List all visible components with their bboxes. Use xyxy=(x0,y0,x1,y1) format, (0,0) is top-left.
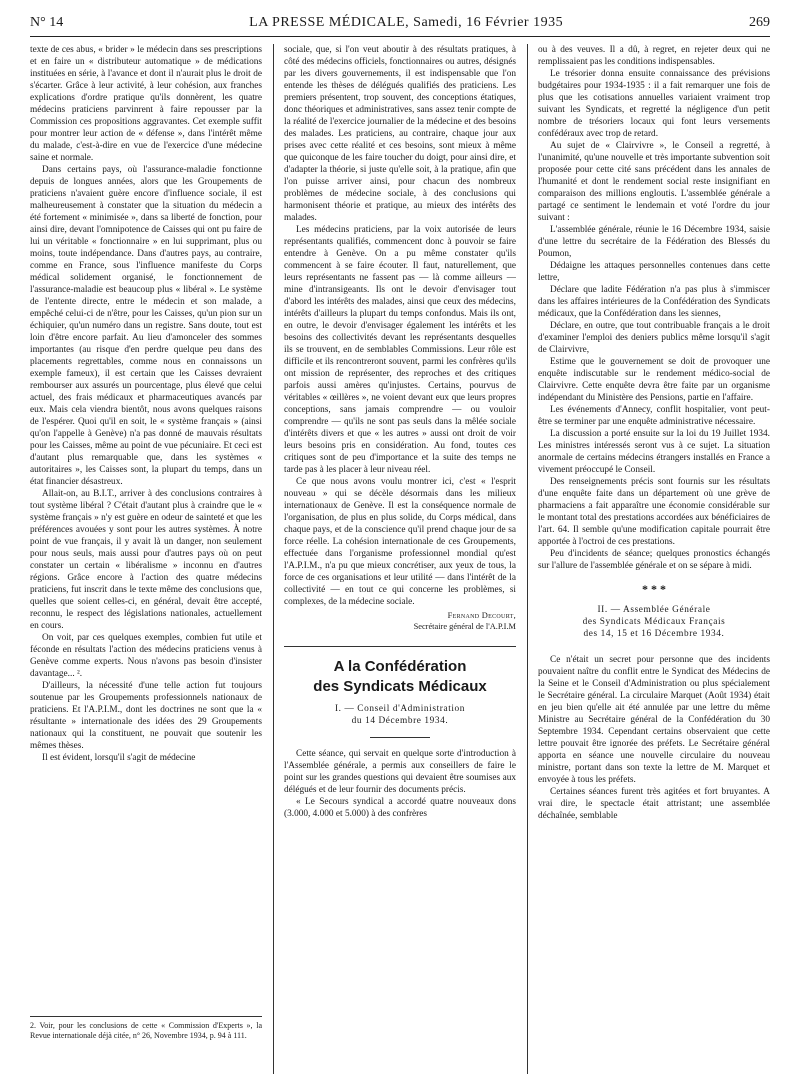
subhead-line-1: I. — Conseil d'Administration xyxy=(334,704,466,714)
paragraph: Ce n'était un secret pour personne que des incidents pouvaient naître du conflit entre le Syndicat des Médecins de la Seine et le Conseil d'Administration ou plus spécialement le Secrétaire général. La circulaire Marquet (Août 1934) était en jeu bien qu'elle ait été annulée par une lettre du même Ministre au Secrétaire général de la Confédération du 30 Septembre 1934. Cependant certains observaient que cette lettre pouvait être ignorée des préfets. Le Secrétaire général apporta en séance une nouvelle circulaire du nouveau ministre, portant dans son texte la lettre de M. Marquet et envoyée à tous les préfets. xyxy=(538,655,770,785)
subhead-line-1: II. — Assemblée Générale xyxy=(597,605,711,615)
subhead-line-2: du 14 Décembre 1934. xyxy=(351,716,449,726)
paragraph: Allait-on, au B.I.T., arriver à des conclusions contraires à tout système libéral ? C'était d'autant plus à craindre que le « système français » n'y est guère en odeur de sainteté et que les préférences avouées y sont pour les autres systèmes. À notre point de vue français, il y avait là un danger, non seulement pour nous seuls, mais aussi pour d'autres pays où on peut constater un certain « libéralisme » inconnu en d'autres régions. Grâce encore à l'action des quatre médecins praticiens, fut inscrit dans le texte même des conclusions que, quelles que soient celles-ci, en général, devait être accepté, reconnu, le respect des législations nationales, actuellement en cours. xyxy=(30,489,262,631)
column-divider-1 xyxy=(273,44,274,1074)
subhead-line-2: des Syndicats Médicaux Français xyxy=(582,617,726,627)
article-title-line-1: A la Confédération xyxy=(333,658,467,675)
newspaper-page xyxy=(30,10,770,1076)
paragraph: Ce que nous avons voulu montrer ici, c'est « l'esprit nouveau » qui se décèle désormais dans les milieux internationaux de Genève. Il est la conséquence normale de l'organisation, de plus en plus solide, du Corps médical, dans chaque pays, et de la conscience qu'il prend chaque jour de sa force réelle. La cohésion internationale de ces Groupements, effectuée dans l'organisme professionnel mondial qu'est l'A.P.I.M., n'a pu que mieux concrétiser, aux yeux de tous, la force de ces organisations et leur utilité — dans l'intérêt de la collectivité — en tout ce qui concerne les problèmes, si complexes, de la médecine sociale. xyxy=(284,477,516,607)
paragraph: Déclare, en outre, que tout contribuable français a le droit d'examiner l'emploi des deniers publics même lorsqu'il s'agit de Clairvivre, xyxy=(538,321,770,355)
paragraph: Cette séance, qui servait en quelque sorte d'introduction à l'Assemblée générale, a permis aux conseillers de faire le point sur les grandes questions qui devaient être soumises aux délégués et de leur fournir des documents précis. xyxy=(284,749,516,795)
paragraph: D'ailleurs, la nécessité d'une telle action fut toujours soutenue par les Groupements professionnels nationaux de praticiens. Et l'A.P.I.M., dont les doctrines ne sont que la « résultante » internationale des idées des 29 Groupements nationaux qui la constituent, ne pouvait que soutenir les mêmes thèses. xyxy=(30,681,262,751)
page-header xyxy=(30,10,770,37)
signature-name: Fernand Decourt, xyxy=(447,611,516,620)
article-title-line-2: des Syndicats Médicaux xyxy=(313,678,487,695)
journal-name: LA PRESSE MÉDICALE, xyxy=(249,15,410,30)
paragraph: Dans certains pays, où l'assurance-maladie fonctionne depuis de longues années, alors que les Groupements de praticiens n'avaient guère encore d'influence sociale, il est malheureusement à constater que la situation du médecin a été fortement « minimisée », dans sa liberté de fonction, pour ainsi dire, devant l'omnipotence de Caisses qui ont pu faire de lui un véritable « fonctionnaire » en lui supprimant, plus ou moins, toute indépendance. Dans d'autres pays, au contraire, comme en France, sous l'influence manifeste du Corps médical solidement organisé, le fonctionnement de l'assurance-maladie est beaucoup plus « libéral ». Le système de l'entente directe, entre le médecin et son malade, a empêché celui-ci de n'être, pour les Caisses, qu'un pion sur un échiquier, qu'un numéro dans un registre. Sans doute, tout est loin d'être encore parfait. Au lieu d'amonceler des sommes importantes (au risque d'en perdre quelque peu dans des placements regrettables, comme nous en connaissons un exemple fameux), il est certain que les Caisses devraient rembourser aux assurés un pourcentage, plus élevé que celui actuel, des frais médicaux et pharmaceutiques avancés par eux. Mais cela viendra bientôt, nous avons quelques raisons de l'espérer. Quoi qu'il en soit, le « système français » (ainsi qu'on l'appelle à Genève) n'a pas donné de mauvais résultats pour les Caisses, même au point de vue pécuniaire. Et ceci est d'autant plus remarquable que, dans les systèmes « autoritaires », les Caisses sont, la plupart du temps, dans un état financier désastreux. xyxy=(30,165,262,487)
short-divider xyxy=(370,737,430,738)
article-subhead xyxy=(284,703,516,727)
paragraph: L'assemblée générale, réunie le 16 Décembre 1934, saisie d'une lettre du secrétaire de la Fédération des Blessés du Poumon, xyxy=(538,225,770,259)
column-3 xyxy=(538,44,770,1074)
paragraph: Les médecins praticiens, par la voix autorisée de leurs représentants qualifiés, commencent donc à pouvoir se faire entendre à Genève. On a pu même constater qu'ils commencent à se faire écouter. Il faut, naturellement, que leurs représentants ne fassent pas — là comme ailleurs — mine d'intransigeants. Ils ont le devoir d'envisager tout d'abord les intérêts des malades, ainsi que ceux des médecins, intérêts d'ailleurs la plupart du temps confondus. Mais ils ont, en outre, le devoir d'envisager également les intérêts et les besoins des collectivités devant les représentants desquelles ils se trouvent, en de semblables Commissions. Leur rôle est difficile et ils rencontreront souvent, parmi les confrères qu'ils ont mission de représenter, des reproches et des critiques parfois aussi amères qu'injustes. Certains, pourvus de véritables « œillères », ne voient devant eux que leurs propres conceptions, sans jamais comprendre — ou vouloir comprendre — qu'ils ne sont pas seuls dans la mêlée sociale d'intérêts divers et que « les autres » aussi ont droit de voir leurs besoins pris en considération. Au fond, toutes ces critiques sont de peu d'importance et la suite des temps ne tarde pas à les placer à leur niveau réel. xyxy=(284,225,516,475)
paragraph: Il est évident, lorsqu'il s'agit de médecine xyxy=(42,753,196,763)
column-2 xyxy=(284,44,516,1074)
paragraph: On voit, par ces quelques exemples, combien fut utile et féconde en résultats l'action des médecins praticiens venus à Genève comme experts. Nous n'avons pas besoin d'insister davantage... ². xyxy=(30,633,262,679)
paragraph: Au sujet de « Clairvivre », le Conseil a regretté, à l'unanimité, qu'une nouvelle et très importante subvention soit proposée pour cette cité sans précédent dans les annales de l'humanité et dont le rendement social reste insignifiant en comparaison des millions engloutis. L'assemblée générale a partagé ce sentiment le lendemain et voté l'ordre du jour suivant : xyxy=(538,141,770,223)
paragraph: Certaines séances furent très agitées et fort bruyantes. A vrai dire, le spectacle était attristant; une assemblée déchaînée, semblable xyxy=(538,787,770,821)
section-separator-stars: * * * xyxy=(642,582,666,596)
footnote: 2. Voir, pour les conclusions de cette « Commission d'Experts », la Revue internationale déjà citée, n° 26, Novembre 1934, p. 94 à 111. xyxy=(30,1016,262,1041)
issue-number: N° 14 xyxy=(30,15,64,30)
paragraph: texte de ces abus, « brider » le médecin dans ses prescriptions et en faire un « distributeur automatique » de médications instituées en série, à l'avance et dont il n'aurait plus le droit de s'écarter. Grâce à leur activité, à leur cohésion, aux franches explications d'ordre pratique qu'ils donnèrent, les quatre médecins praticiens parvinrent à faire repousser par la Commission ces propositions aggravantes. Cet exemple suffit pour montrer leur action de « défense », dans l'intérêt même du malade, c'est-à-dire en vue de l'exercice d'une médecine saine et normale. xyxy=(30,45,262,163)
subhead-line-3: des 14, 15 et 16 Décembre 1934. xyxy=(583,629,725,639)
paragraph: Les événements d'Annecy, conflit hospitalier, vont peut-être se terminer par une enquête administrative nécessaire. xyxy=(538,405,770,427)
paragraph: Dédaigne les attaques personnelles contenues dans cette lettre, xyxy=(538,261,770,283)
paragraph: Déclare que ladite Fédération n'a pas plus à s'immiscer dans les affaires intérieures de la Confédération des Syndicats médicaux, que la Confédération dans les siennes, xyxy=(538,285,770,319)
column-divider-2 xyxy=(527,44,528,1074)
paragraph: ou à des veuves. Il a dû, à regret, en rejeter deux qui ne remplissaient pas les conditions indispensables. xyxy=(538,45,770,67)
paragraph: « Le Secours syndical a accordé quatre nouveaux dons (3.000, 4.000 et 5.000) à des confrères xyxy=(284,797,516,819)
page-number: 269 xyxy=(749,15,770,30)
signature-role: Secrétaire général de l'A.P.I.M xyxy=(413,622,516,631)
publication-date: Samedi, 16 Février 1935 xyxy=(413,15,564,30)
section-divider xyxy=(284,646,516,647)
article-subhead xyxy=(538,604,770,640)
paragraph: Des renseignements précis sont fournis sur les résultats d'une enquête faite dans un département où une grève de pharmaciens a fait apparaître une économie considérable sur le montant total des prestations accordées aux bénéficiaires de l'art. 64. Il semble qu'une modification capitale pourrait être apportée à l'octroi de ces prestations. xyxy=(538,477,770,547)
paragraph: Peu d'incidents de séance; quelques pronostics échangés sur l'allure de l'assemblée générale et on se sépare à midi. xyxy=(538,549,770,571)
paragraph: Estime que le gouvernement se doit de provoquer une enquête indiscutable sur le rendement médico-social de Clairvivre. Cette enquête devra être faite par un organisme indépendant du Ministère des Pensions, partie en l'affaire. xyxy=(538,357,770,403)
paragraph: sociale, que, si l'on veut aboutir à des résultats pratiques, à côté des médecins officiels, fonctionnaires ou autres, désignés par les divers gouvernements, il est indispensable que l'on entende les thèses de délégués qualifiés des praticiens. Les premiers présentent, trop souvent, des conceptions étatiques, donc théoriques et administratives, sans assez tenir compte de la réalité de l'exercice journalier de la médecine et des besoins des malades. Les praticiens, au contraire, chaque jour aux prises avec cette réalité et ces besoins, sont mieux à même que quiconque de les faire toucher du doigt, pour ainsi dire, et d'adapter la théorie, si juste qu'elle soit, à la pratique, afin que l'on puisse arriver ainsi, pour chacun des nombreux problèmes de médecine sociale, à des conclusions qui harmonisent théorie et pratique, au mieux des intérêts des malades. xyxy=(284,45,516,223)
journal-title xyxy=(249,15,563,31)
paragraph: Le trésorier donna ensuite connaissance des prévisions budgétaires pour 1934-1935 : il a fait remarquer une fois de plus que les cotisations annuelles variaient vraiment trop suivant les Syndicats, et regretté la négligence d'un petit nombre de trésoriers locaux qui font leurs versements confédéraux avec trop de retard. xyxy=(538,69,770,139)
article-title xyxy=(284,657,516,697)
paragraph: La discussion a porté ensuite sur la loi du 19 Juillet 1934. Les ministres intéressés seront vus à ce sujet. La situation anormale de certains médecins étrangers installés en France a vivement préoccupé le Conseil. xyxy=(538,429,770,475)
column-1 xyxy=(30,44,262,1074)
signature xyxy=(284,610,516,632)
